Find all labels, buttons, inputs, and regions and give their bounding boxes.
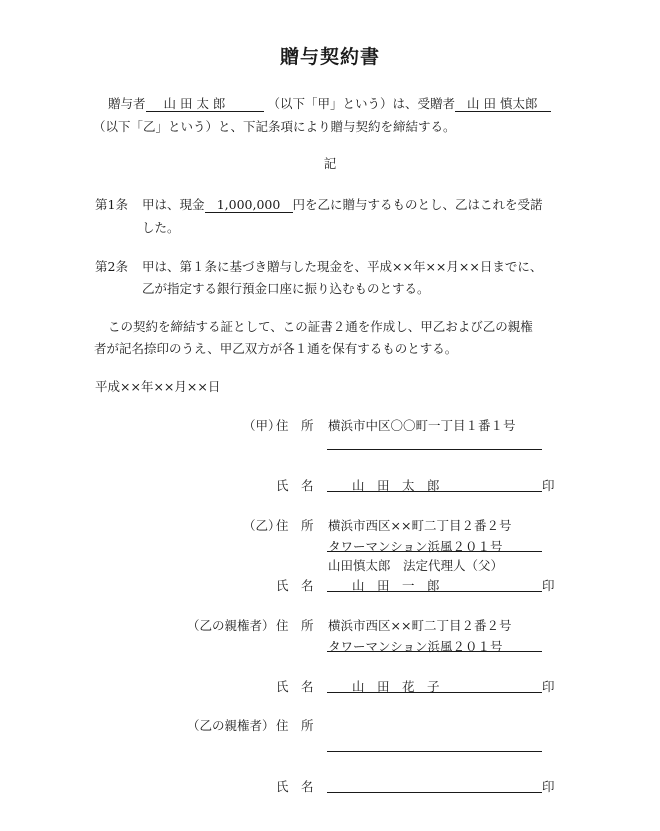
ki-heading: 記 bbox=[323, 156, 337, 171]
party-a-name: 山 田 太 郎 bbox=[352, 478, 440, 493]
guardian-2-role: （乙の親権者） bbox=[187, 718, 275, 733]
contract-date: 平成××年××月××日 bbox=[95, 379, 221, 394]
document-title: 贈与契約書 bbox=[279, 46, 380, 68]
guardian-1-name: 山 田 花 子 bbox=[352, 679, 440, 694]
article-2-line-2: 乙が指定する銀行預金口座に振り込むものとする。 bbox=[142, 281, 430, 296]
party-a-address-line bbox=[327, 449, 542, 450]
guardian-1-name-line bbox=[327, 692, 542, 693]
party-a-role: （甲） bbox=[243, 418, 281, 433]
guardian-2-name-label: 氏 名 bbox=[276, 779, 314, 794]
guardian-1-name-label: 氏 名 bbox=[276, 679, 314, 694]
preamble-text-donee: （以下「甲」という）は、受贈者 bbox=[267, 96, 456, 111]
preamble-text-donor: 贈与者 bbox=[108, 96, 146, 111]
donee-name: 山 田 慎太郎 bbox=[455, 97, 551, 112]
closing-line-2: 者が記名捺印のうえ、甲乙双方が各１通を保有するものとする。 bbox=[94, 341, 458, 356]
guardian-1-seal-mark: 印 bbox=[542, 679, 555, 694]
guardian-2-address-label: 住 所 bbox=[276, 718, 314, 733]
article-1-label: 第1条 bbox=[95, 197, 128, 212]
article-1-text-a: 甲は、現金 bbox=[142, 197, 205, 212]
party-a-seal-mark: 印 bbox=[542, 478, 555, 493]
preamble-line-1 bbox=[108, 94, 551, 112]
party-b-address-line bbox=[327, 551, 542, 552]
closing-line-1: この契約を締結する証として、この証書２通を作成し、甲乙および乙の親権 bbox=[108, 319, 533, 334]
guardian-1-address-1: 横浜市西区××町二丁目２番２号 bbox=[328, 618, 512, 633]
article-1-text-b: 円を乙に贈与するものとし、乙はこれを受諾 bbox=[292, 197, 543, 212]
guardian-2-address-line bbox=[327, 751, 542, 752]
party-b-address-label: 住 所 bbox=[276, 518, 314, 533]
guardian-2-name-line bbox=[327, 792, 542, 793]
guardian-1-address-label: 住 所 bbox=[276, 618, 314, 633]
party-b-address-2: タワーマンション浜風２０１号 bbox=[328, 539, 503, 554]
guardian-1-address-line bbox=[327, 651, 542, 652]
guardian-2-seal-mark: 印 bbox=[542, 779, 555, 794]
party-a-address: 横浜市中区〇〇町一丁目１番１号 bbox=[328, 418, 516, 433]
article-2-line-1: 甲は、第１条に基づき贈与した現金を、平成××年××月××日までに、 bbox=[142, 259, 543, 274]
party-b-name: 山 田 一 郎 bbox=[352, 578, 440, 593]
guardian-1-role: （乙の親権者） bbox=[187, 618, 275, 633]
party-b-address-1: 横浜市西区××町二丁目２番２号 bbox=[328, 518, 512, 533]
donor-name: 山 田 太 郎 bbox=[146, 97, 264, 112]
party-a-address-label: 住 所 bbox=[276, 418, 314, 433]
party-a-name-label: 氏 名 bbox=[276, 478, 314, 493]
party-a-name-line bbox=[327, 491, 542, 492]
article-1-line-1 bbox=[142, 195, 543, 213]
article-1-line-2: した。 bbox=[142, 220, 180, 235]
gift-amount: 1,000,000 bbox=[205, 198, 293, 213]
preamble-line-2: （以下「乙」という）と、下記条項により贈与契約を締結する。 bbox=[93, 119, 456, 134]
party-b-name-label: 氏 名 bbox=[276, 578, 314, 593]
party-b-legal-rep-note: 山田慎太郎 法定代理人（父） bbox=[328, 558, 504, 573]
guardian-1-address-2: タワーマンション浜風２０１号 bbox=[328, 639, 503, 654]
article-2-label: 第2条 bbox=[95, 259, 128, 274]
party-b-name-line bbox=[327, 591, 542, 592]
party-b-seal-mark: 印 bbox=[542, 578, 555, 593]
party-b-role: （乙） bbox=[243, 518, 281, 533]
